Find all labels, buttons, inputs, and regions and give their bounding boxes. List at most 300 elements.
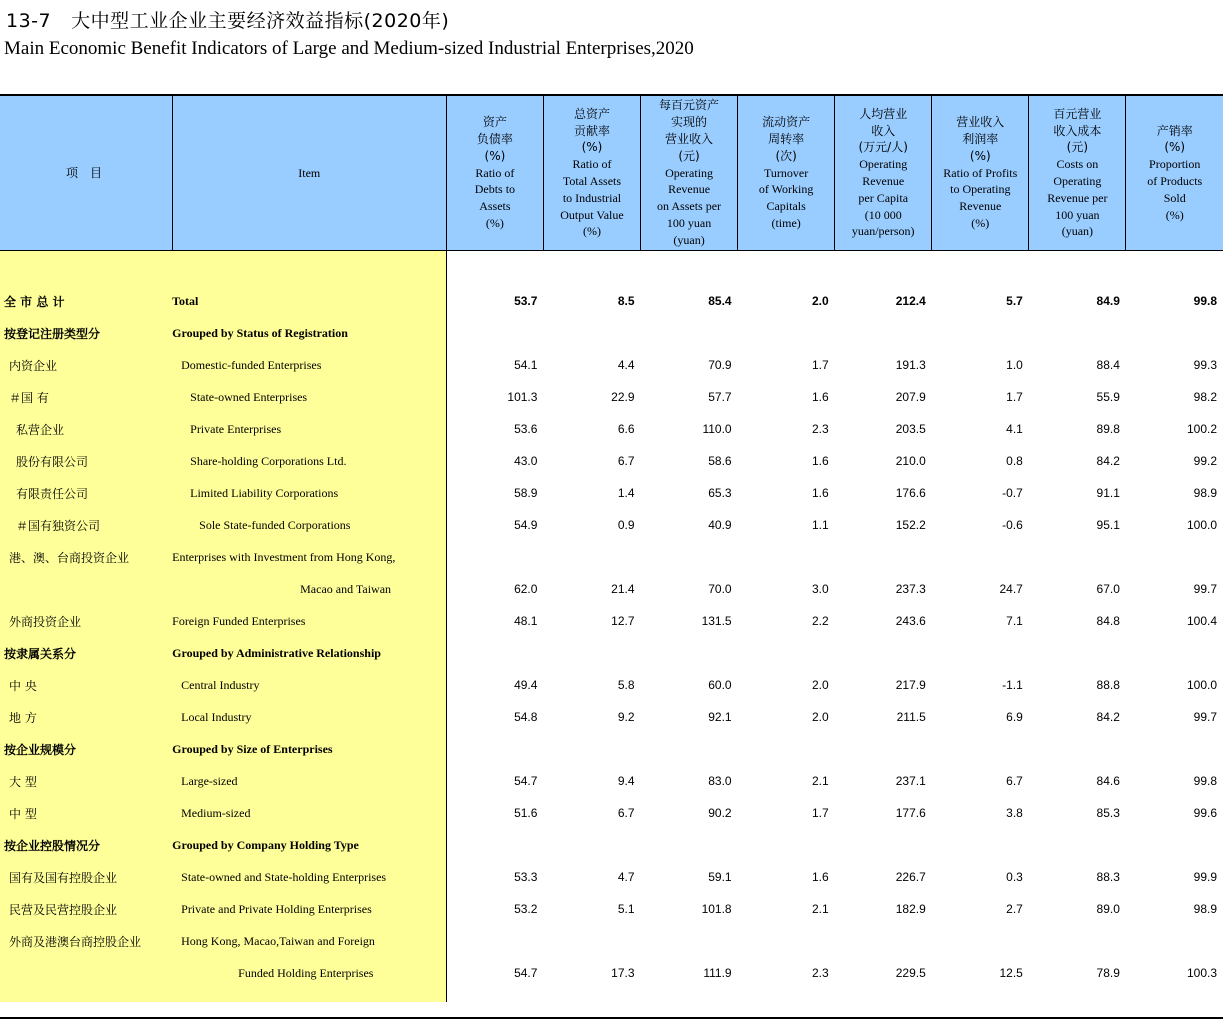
value-cell: 1.6 xyxy=(811,870,829,884)
header-cn-line: 每百元资产 xyxy=(659,98,720,113)
value-cell: 2.0 xyxy=(811,710,829,724)
header-en-line: (%) xyxy=(1165,207,1184,222)
row-label-chinese: ＃国 有 xyxy=(0,381,172,413)
table-row xyxy=(0,285,1223,317)
value-cell: 100.0 xyxy=(1186,518,1217,532)
header-en-line: Ratio of xyxy=(572,157,612,172)
header-en-line: Total Assets xyxy=(562,174,622,188)
row-label-english: Private Enterprises xyxy=(172,413,446,445)
value-cell xyxy=(1126,317,1223,349)
value-cell: 111.9 xyxy=(703,966,732,980)
table-row xyxy=(0,733,1223,765)
value-cell xyxy=(1029,317,1126,349)
value-cell: 65.3 xyxy=(708,486,732,500)
row-label-chinese: 中 型 xyxy=(0,797,172,829)
value-cell: 110.0 xyxy=(702,422,732,436)
table-row xyxy=(0,477,1223,509)
value-cell: 43.0 xyxy=(514,454,538,468)
value-cell xyxy=(1029,637,1126,669)
value-cell: 237.1 xyxy=(895,774,926,788)
value-cell xyxy=(932,829,1029,861)
value-cell: 210.0 xyxy=(895,454,926,468)
value-cell: 67.0 xyxy=(1096,582,1120,596)
header-cn-line: 实现的 xyxy=(671,115,708,130)
header-en-line: Revenue per xyxy=(1047,190,1108,205)
header-en-line: Capitals xyxy=(766,199,806,214)
value-cell: 100.2 xyxy=(1186,422,1217,436)
row-label-chinese: 按登记注册类型分 xyxy=(0,317,172,349)
value-cell: 1.1 xyxy=(811,518,829,532)
value-cell: 3.8 xyxy=(1006,806,1023,820)
header-en-line: Ratio of xyxy=(475,165,515,180)
row-label-english: Foreign Funded Enterprises xyxy=(172,605,446,637)
value-cell: 4.7 xyxy=(617,870,635,884)
spacer-row xyxy=(0,251,1223,286)
table-row xyxy=(0,701,1223,733)
header-en-line: of Working xyxy=(758,182,814,197)
row-label-english: Domestic-funded Enterprises xyxy=(172,349,446,381)
table-body xyxy=(0,251,1223,1003)
value-cell: 48.1 xyxy=(514,614,538,628)
value-cell: 5.7 xyxy=(1006,294,1023,308)
table-row xyxy=(0,925,1223,957)
value-cell: 229.5 xyxy=(895,966,926,980)
header-col-debt-ratio xyxy=(446,96,543,251)
value-cell xyxy=(738,733,835,765)
value-cell: 99.7 xyxy=(1193,582,1217,596)
header-en-line: Operating xyxy=(1053,174,1102,188)
value-cell: 54.8 xyxy=(514,710,538,724)
value-cell xyxy=(738,925,835,957)
header-en-line: (%) xyxy=(485,215,504,230)
value-cell xyxy=(446,829,543,861)
header-cn-line: 收入成本 xyxy=(1053,123,1102,138)
row-label-chinese: 国有及国有控股企业 xyxy=(0,861,172,893)
value-cell: 84.9 xyxy=(1096,294,1120,308)
row-label-english: Sole State-funded Corporations xyxy=(172,509,446,541)
header-cn-line: (次) xyxy=(775,148,797,163)
row-label-english: Central Industry xyxy=(172,669,446,701)
header-cn-line: 利润率 xyxy=(962,132,999,146)
value-cell: -0.6 xyxy=(1002,518,1023,532)
row-label-english: Grouped by Status of Registration xyxy=(172,317,446,349)
bottom-rule xyxy=(0,1017,1223,1019)
row-label-english: State-owned Enterprises xyxy=(172,381,446,413)
value-cell: 70.0 xyxy=(708,582,732,596)
value-cell: 6.7 xyxy=(617,806,635,820)
value-cell: 9.4 xyxy=(617,774,635,788)
row-label-english: Grouped by Size of Enterprises xyxy=(172,733,446,765)
value-cell: 6.6 xyxy=(617,422,635,436)
header-en-line: (%) xyxy=(582,224,601,239)
value-cell: 237.3 xyxy=(895,582,926,596)
header-en-line: 100 yuan xyxy=(1055,207,1100,222)
value-cell: 40.9 xyxy=(708,518,732,532)
value-cell: 2.0 xyxy=(811,678,829,692)
value-cell xyxy=(932,925,1029,957)
value-cell: 101.8 xyxy=(701,902,732,916)
header-cn-line: (万元/人) xyxy=(858,140,908,155)
value-cell xyxy=(446,925,543,957)
row-label-chinese: 全 市 总 计 xyxy=(0,285,172,317)
table-row xyxy=(0,637,1223,669)
value-cell: 99.8 xyxy=(1193,294,1217,308)
value-cell xyxy=(932,637,1029,669)
value-cell xyxy=(446,317,543,349)
value-cell: 78.9 xyxy=(1096,966,1120,980)
value-cell: 92.1 xyxy=(708,710,732,724)
row-label-english: Macao and Taiwan xyxy=(172,573,446,605)
table-row xyxy=(0,893,1223,925)
value-cell xyxy=(1126,637,1223,669)
value-cell: 58.9 xyxy=(514,486,538,500)
value-cell: 98.2 xyxy=(1193,390,1217,404)
row-label-chinese: 地 方 xyxy=(0,701,172,733)
value-cell: 212.4 xyxy=(895,294,926,308)
value-cell: 1.0 xyxy=(1006,358,1023,372)
value-cell: 1.7 xyxy=(811,358,829,372)
value-cell xyxy=(641,925,738,957)
value-cell: 2.1 xyxy=(811,902,829,916)
value-cell xyxy=(835,733,932,765)
header-en-line: Assets xyxy=(479,199,511,214)
value-cell: 5.1 xyxy=(617,902,635,916)
table-row xyxy=(0,765,1223,797)
value-cell: 3.0 xyxy=(811,582,829,596)
row-label-english: Medium-sized xyxy=(172,797,446,829)
header-item-english: Item xyxy=(172,96,446,251)
value-cell: 57.7 xyxy=(708,390,732,404)
value-cell: 203.5 xyxy=(895,422,926,436)
value-cell xyxy=(1029,541,1126,573)
value-cell: 54.9 xyxy=(514,518,538,532)
value-cell xyxy=(641,829,738,861)
value-cell: 55.9 xyxy=(1096,390,1120,404)
header-col-asset-contribution xyxy=(543,96,640,251)
title-chinese-text: 大中型工业企业主要经济效益指标(2020年) xyxy=(71,10,450,32)
header-en-line: Sold xyxy=(1163,190,1186,205)
value-cell: 1.6 xyxy=(811,486,829,500)
row-label-chinese: 中 央 xyxy=(0,669,172,701)
value-cell: 99.9 xyxy=(1193,870,1217,884)
value-cell: 2.3 xyxy=(811,422,829,436)
value-cell xyxy=(835,317,932,349)
spacer-row xyxy=(0,989,1223,1002)
value-cell: 85.4 xyxy=(708,294,732,308)
row-label-chinese: 外商及港澳台商控股企业 xyxy=(0,925,172,957)
table-row xyxy=(0,541,1223,573)
value-cell: 83.0 xyxy=(708,774,732,788)
header-cn-line: 百元营业 xyxy=(1053,106,1102,121)
value-cell xyxy=(543,317,640,349)
table-row xyxy=(0,381,1223,413)
table-row xyxy=(0,669,1223,701)
value-cell xyxy=(446,541,543,573)
value-cell: 2.7 xyxy=(1006,902,1023,916)
header-cn-line: 贡献率 xyxy=(573,123,610,138)
header-item-chinese: 项 目 xyxy=(0,96,172,251)
value-cell: 6.9 xyxy=(1006,710,1023,724)
value-cell xyxy=(835,637,932,669)
value-cell: 243.6 xyxy=(895,614,926,628)
header-col-profit-ratio xyxy=(932,96,1029,251)
value-cell: 182.9 xyxy=(895,902,926,916)
value-cell xyxy=(738,637,835,669)
value-cell: 211.5 xyxy=(896,710,926,724)
value-cell: 58.6 xyxy=(708,454,732,468)
value-cell: 2.1 xyxy=(811,774,829,788)
value-cell: 1.6 xyxy=(811,390,829,404)
header-en-line: Costs on xyxy=(1056,157,1099,172)
value-cell: 85.3 xyxy=(1096,806,1120,820)
value-cell: 95.1 xyxy=(1096,518,1120,532)
value-cell: 1.4 xyxy=(617,486,635,500)
value-cell xyxy=(543,925,640,957)
value-cell: 0.8 xyxy=(1006,454,1023,468)
value-cell: 99.8 xyxy=(1193,774,1217,788)
value-cell xyxy=(932,541,1029,573)
value-cell: 60.0 xyxy=(708,678,732,692)
value-cell: 89.8 xyxy=(1096,422,1120,436)
header-en-line: Revenue xyxy=(862,174,905,188)
header-cn-line: 产销率 xyxy=(1156,123,1193,138)
header-en-line: Proportion xyxy=(1149,157,1201,172)
header-col-capital-turnover xyxy=(738,96,835,251)
value-cell: 0.3 xyxy=(1006,870,1023,884)
header-en-line: (yuan) xyxy=(673,232,705,247)
value-cell: 53.6 xyxy=(514,422,538,436)
row-label-chinese xyxy=(0,573,172,605)
header-cn-line: 流动资产 xyxy=(762,115,811,130)
value-cell xyxy=(1029,829,1126,861)
value-cell: 5.8 xyxy=(617,678,635,692)
value-cell xyxy=(641,733,738,765)
header-col-revenue-per-assets xyxy=(641,96,738,251)
value-cell xyxy=(1126,829,1223,861)
value-cell: 17.3 xyxy=(611,966,635,980)
header-col-cost-per-revenue xyxy=(1029,96,1126,251)
header-en-line: Debts to xyxy=(474,182,516,197)
value-cell: 99.3 xyxy=(1193,358,1217,372)
value-cell: 7.1 xyxy=(1006,614,1023,628)
value-cell: 54.7 xyxy=(514,966,538,980)
value-cell: 1.6 xyxy=(811,454,829,468)
value-cell: 24.7 xyxy=(999,582,1023,596)
row-label-chinese: 按企业规模分 xyxy=(0,733,172,765)
value-cell: 91.1 xyxy=(1096,486,1120,500)
value-cell: -0.7 xyxy=(1002,486,1023,500)
header-cn-line: 营业收入 xyxy=(665,132,714,146)
value-cell: 100.0 xyxy=(1186,678,1217,692)
header-en-line: Output Value xyxy=(560,207,624,222)
header-cn-line: 资产 xyxy=(482,115,507,130)
header-cn-line: 人均营业 xyxy=(859,106,908,121)
value-cell xyxy=(738,541,835,573)
row-label-chinese: 港、澳、台商投资企业 xyxy=(0,541,172,573)
value-cell xyxy=(543,829,640,861)
value-cell: 12.7 xyxy=(611,614,635,628)
value-cell: 152.2 xyxy=(895,518,926,532)
value-cell: 84.2 xyxy=(1096,454,1120,468)
row-label-chinese: 有限责任公司 xyxy=(0,477,172,509)
table-row xyxy=(0,861,1223,893)
value-cell: 6.7 xyxy=(617,454,635,468)
value-cell: 8.5 xyxy=(617,294,635,308)
header-en-line: Operating xyxy=(859,157,908,172)
value-cell xyxy=(446,733,543,765)
header-cn-line: 营业收入 xyxy=(956,115,1005,130)
value-cell: -1.1 xyxy=(1002,678,1023,692)
value-cell xyxy=(543,733,640,765)
value-cell: 217.9 xyxy=(895,678,926,692)
indicator-table xyxy=(0,96,1223,1002)
header-en-line: (time) xyxy=(771,215,801,230)
value-cell xyxy=(932,733,1029,765)
header-en-line: Revenue xyxy=(959,199,1002,214)
header-cn-line: 负债率 xyxy=(476,132,513,146)
row-label-english: Total xyxy=(172,285,446,317)
value-cell: 88.3 xyxy=(1096,870,1120,884)
value-cell xyxy=(738,829,835,861)
header-en-line: Turnover xyxy=(764,165,809,180)
value-cell: 70.9 xyxy=(708,358,732,372)
value-cell: 89.0 xyxy=(1096,902,1120,916)
row-label-english: Share-holding Corporations Ltd. xyxy=(172,445,446,477)
table-row xyxy=(0,829,1223,861)
value-cell xyxy=(1029,733,1126,765)
row-label-english: Limited Liability Corporations xyxy=(172,477,446,509)
table-number: 13-7 xyxy=(6,10,52,32)
value-cell: 49.4 xyxy=(514,678,538,692)
value-cell: 207.9 xyxy=(895,390,926,404)
header-cn-line: (%) xyxy=(1164,140,1186,155)
row-label-chinese: 私营企业 xyxy=(0,413,172,445)
value-cell: 191.3 xyxy=(895,358,926,372)
header-en-line: to Industrial xyxy=(562,190,622,205)
value-cell: 98.9 xyxy=(1193,902,1217,916)
row-label-chinese: 外商投资企业 xyxy=(0,605,172,637)
value-cell xyxy=(543,637,640,669)
table-row xyxy=(0,509,1223,541)
header-en-line: of Products xyxy=(1147,174,1203,188)
value-cell: 0.9 xyxy=(617,518,635,532)
header-en-line: on Assets per xyxy=(657,199,722,214)
value-cell: 4.1 xyxy=(1006,422,1023,436)
table-row xyxy=(0,349,1223,381)
row-label-chinese xyxy=(0,957,172,989)
value-cell: 176.6 xyxy=(895,486,926,500)
table-row xyxy=(0,413,1223,445)
header-en-line: (%) xyxy=(971,215,990,230)
table-header-row xyxy=(0,96,1223,251)
value-cell: 99.2 xyxy=(1193,454,1217,468)
header-en-line: to Operating xyxy=(950,182,1011,197)
header-cn-line: (%) xyxy=(969,148,991,163)
value-cell xyxy=(738,317,835,349)
value-cell xyxy=(1126,541,1223,573)
value-cell xyxy=(835,829,932,861)
value-cell: 4.4 xyxy=(617,358,635,372)
value-cell: 99.7 xyxy=(1193,710,1217,724)
value-cell xyxy=(543,541,640,573)
header-cn-line: (%) xyxy=(581,140,603,155)
header-en-line: Operating xyxy=(665,165,714,180)
header-cn-line: (元) xyxy=(1066,140,1089,155)
table-row xyxy=(0,957,1223,989)
header-cn-line: (%) xyxy=(484,148,506,163)
value-cell: 59.1 xyxy=(708,870,732,884)
header-en-line: yuan/person) xyxy=(851,224,915,239)
header-cn-line: 总资产 xyxy=(573,106,610,121)
table-row xyxy=(0,573,1223,605)
header-en-line: Ratio of Profits xyxy=(943,165,1018,180)
row-label-english: Enterprises with Investment from Hong Kong, xyxy=(172,541,446,573)
row-label-english: Hong Kong, Macao,Taiwan and Foreign xyxy=(172,925,446,957)
value-cell: 54.7 xyxy=(514,774,538,788)
value-cell: 2.3 xyxy=(811,966,829,980)
value-cell: 90.2 xyxy=(708,806,732,820)
value-cell: 98.9 xyxy=(1193,486,1217,500)
value-cell xyxy=(641,637,738,669)
header-en-line: (yuan) xyxy=(1061,224,1094,239)
value-cell: 12.5 xyxy=(999,966,1023,980)
header-col-sales-ratio xyxy=(1126,96,1223,251)
value-cell: 6.7 xyxy=(1006,774,1023,788)
value-cell: 2.2 xyxy=(811,614,829,628)
row-label-english: State-owned and State-holding Enterprises xyxy=(172,861,446,893)
header-col-revenue-per-capita xyxy=(835,96,932,251)
value-cell: 84.8 xyxy=(1096,614,1120,628)
value-cell: 100.4 xyxy=(1186,614,1217,628)
row-label-english: Private and Private Holding Enterprises xyxy=(172,893,446,925)
value-cell: 88.8 xyxy=(1096,678,1120,692)
row-label-chinese: 大 型 xyxy=(0,765,172,797)
row-label-english: Local Industry xyxy=(172,701,446,733)
value-cell xyxy=(641,541,738,573)
table-row xyxy=(0,797,1223,829)
value-cell xyxy=(1126,925,1223,957)
header-cn-line: (元) xyxy=(678,148,700,163)
table-title-chinese xyxy=(6,6,449,33)
value-cell: 226.7 xyxy=(895,870,926,884)
value-cell xyxy=(641,317,738,349)
value-cell xyxy=(1029,925,1126,957)
value-cell: 177.6 xyxy=(895,806,926,820)
value-cell: 84.6 xyxy=(1096,774,1120,788)
row-label-chinese: 按隶属关系分 xyxy=(0,637,172,669)
value-cell xyxy=(932,317,1029,349)
value-cell: 1.7 xyxy=(1006,390,1023,404)
row-label-english: Funded Holding Enterprises xyxy=(172,957,446,989)
value-cell: 54.1 xyxy=(514,358,538,372)
header-cn-line: 周转率 xyxy=(768,132,805,146)
value-cell: 84.2 xyxy=(1096,710,1120,724)
row-label-chinese: 股份有限公司 xyxy=(0,445,172,477)
row-label-english: Large-sized xyxy=(172,765,446,797)
row-label-english: Grouped by Company Holding Type xyxy=(172,829,446,861)
value-cell: 51.6 xyxy=(514,806,538,820)
value-cell: 53.7 xyxy=(514,294,538,308)
header-cn-line: 收入 xyxy=(871,123,896,138)
value-cell: 62.0 xyxy=(514,582,538,596)
row-label-chinese: 民营及民营控股企业 xyxy=(0,893,172,925)
header-en-line: per Capita xyxy=(858,190,909,205)
header-en-line: Revenue xyxy=(668,182,711,197)
table-title-english: Main Economic Benefit Indicators of Large and Medium-sized Industrial Enterprises,2020 xyxy=(4,38,694,59)
value-cell: 100.3 xyxy=(1186,966,1217,980)
value-cell: 101.3 xyxy=(507,390,538,404)
value-cell: 21.4 xyxy=(611,582,635,596)
